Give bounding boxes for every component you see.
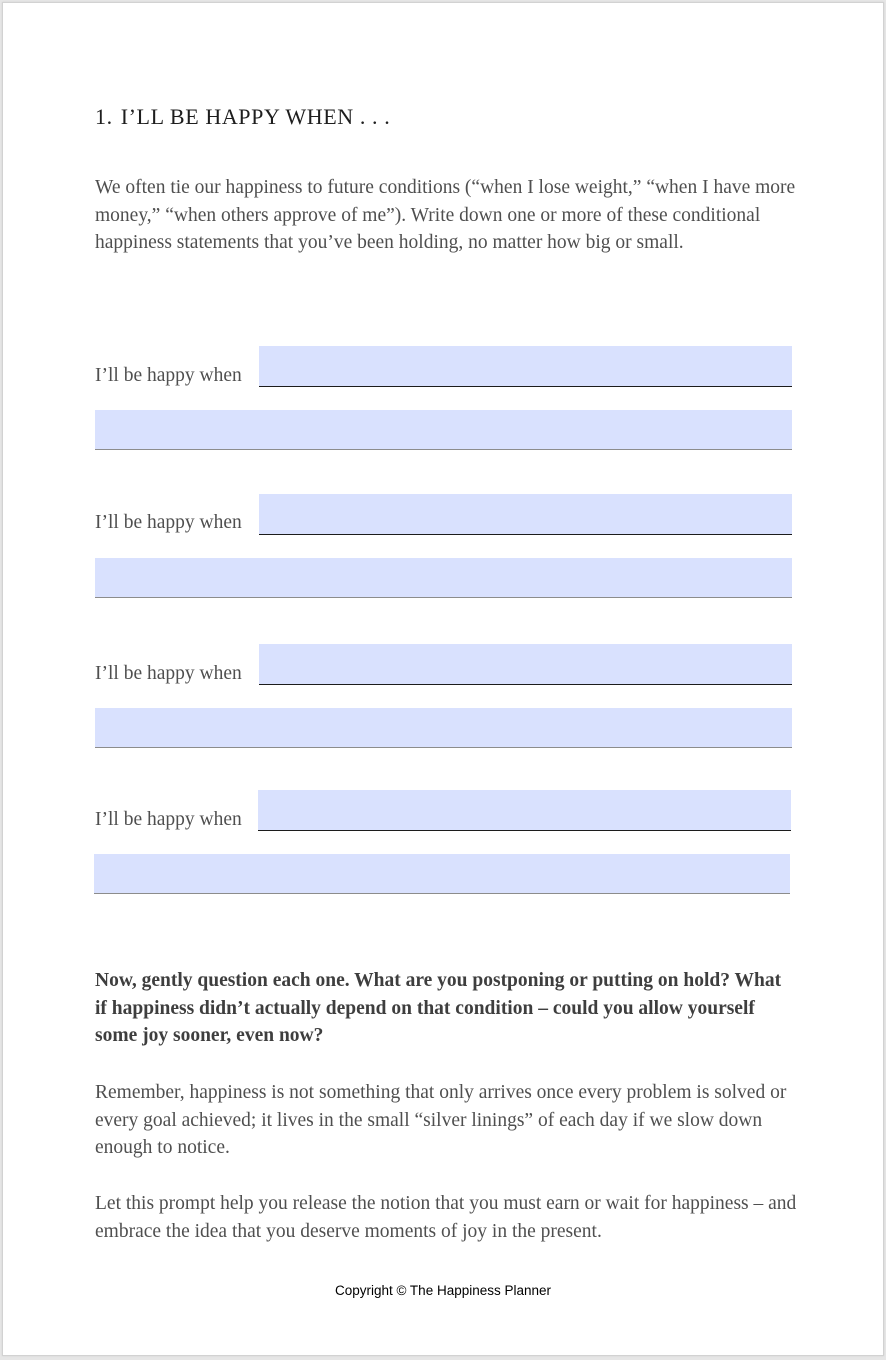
reflection-paragraph: Now, gently question each one. What are you postponing or putting on hold? What if happiness didn’t actually depend on that condition – could you allow yourself some joy sooner, even now? xyxy=(95,970,782,1047)
prompt-label-1: I’ll be happy when xyxy=(95,365,242,386)
prompt-label-3: I’ll be happy when xyxy=(95,663,242,684)
prompt-1-line-2-field[interactable] xyxy=(95,410,792,450)
prompt-2-line-2-field[interactable] xyxy=(95,558,792,598)
section-title: I’LL BE HAPPY WHEN . . . xyxy=(120,104,391,129)
prompt-label-2: I’ll be happy when xyxy=(95,512,242,533)
prompt-4-line-2-field[interactable] xyxy=(94,854,790,894)
closing-paragraph: Let this prompt help you release the notion that you must earn or wait for happiness – and embrace the idea that you deserve moments of joy in the present. xyxy=(95,1193,797,1242)
reminder-paragraph: Remember, happiness is not something that only arrives once every problem is solved or every goal achieved; it lives in the small “silver linings” of each day if we slow down enough to notice. xyxy=(95,1082,787,1159)
copyright-footer: Copyright © The Happiness Planner xyxy=(334,1283,552,1298)
prompt-1-line-1-field[interactable] xyxy=(259,346,792,387)
intro-paragraph: We often tie our happiness to future conditions (“when I lose weight,” “when I have more money,” “when others approve of me”). Write down one or more of these conditional happiness statements that you’ve been holding, no matter how big or small. xyxy=(95,177,796,254)
prompt-4-line-1-field[interactable] xyxy=(258,790,791,831)
prompt-3-line-1-field[interactable] xyxy=(259,644,792,685)
section-heading xyxy=(95,104,390,130)
prompt-3-line-2-field[interactable] xyxy=(95,708,792,748)
prompt-2-line-1-field[interactable] xyxy=(259,494,792,535)
prompt-label-4: I’ll be happy when xyxy=(95,809,242,830)
section-number: 1. xyxy=(95,104,113,129)
